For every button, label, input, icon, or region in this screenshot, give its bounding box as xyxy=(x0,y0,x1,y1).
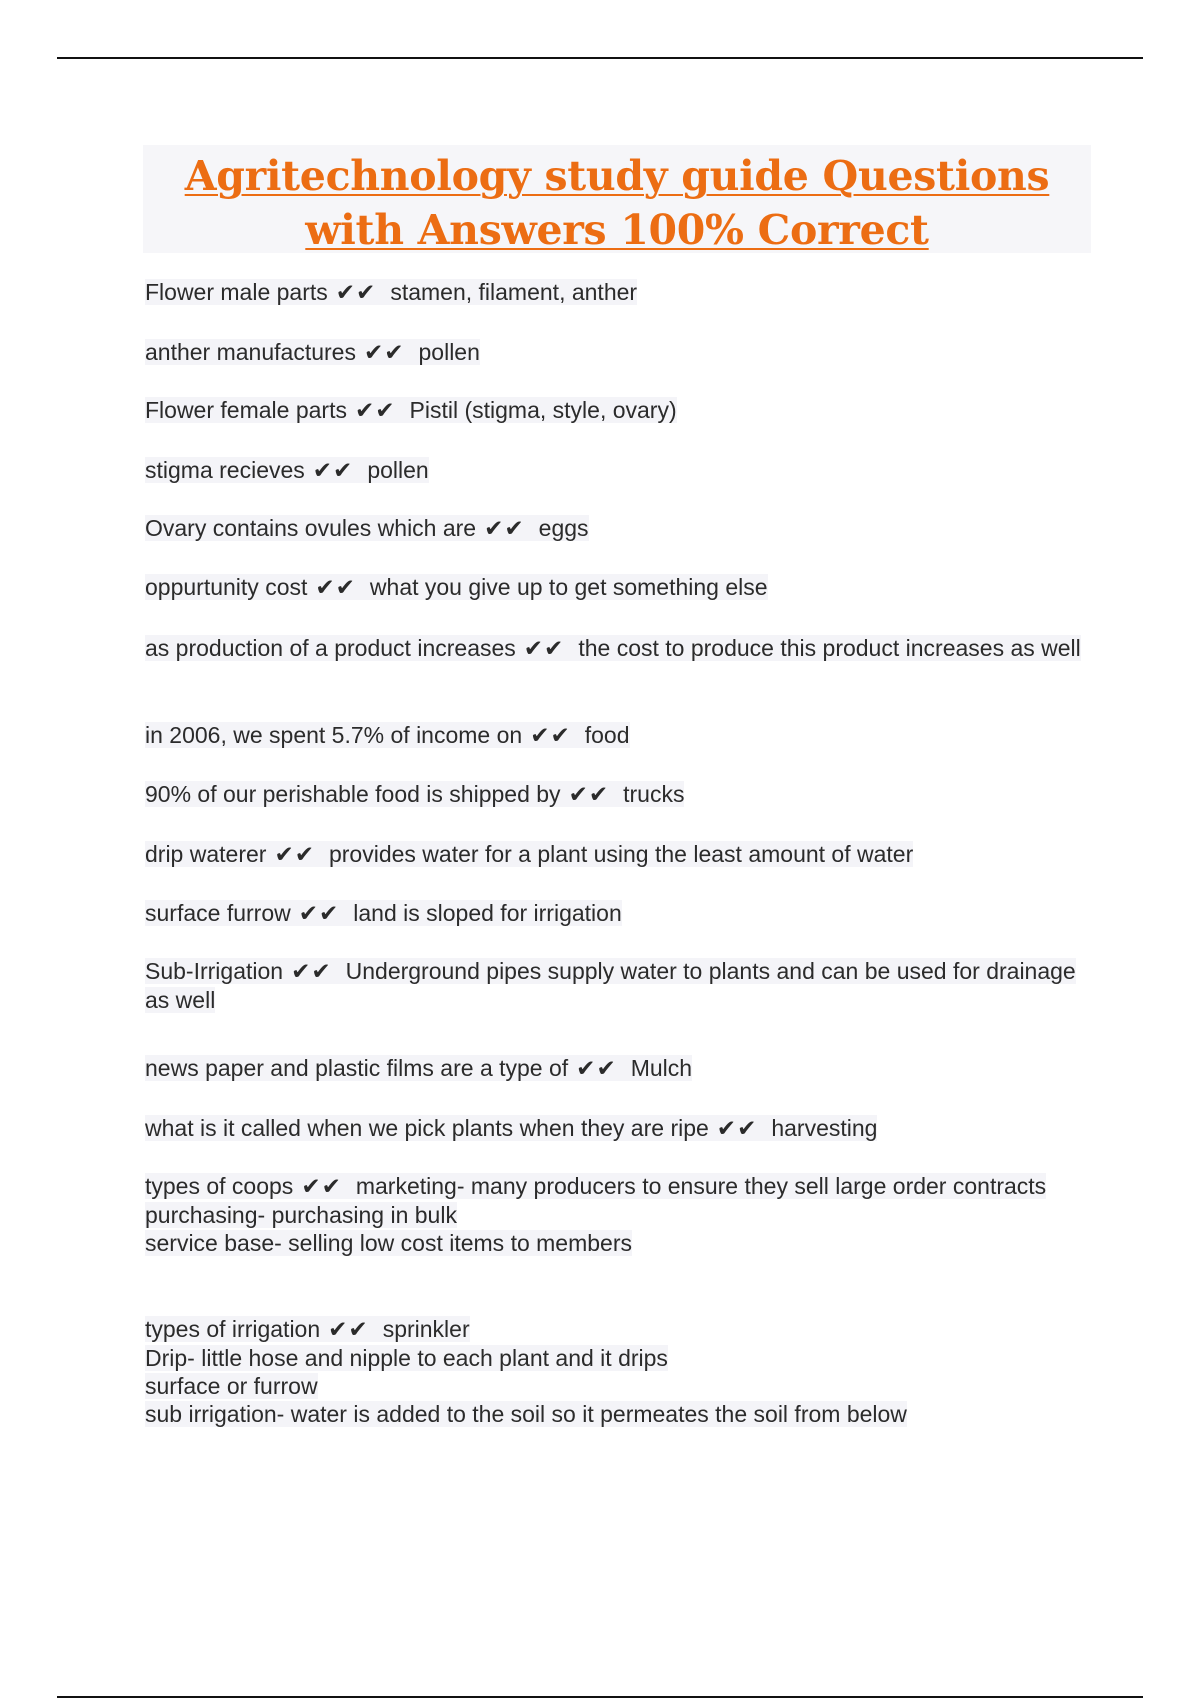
qa-item xyxy=(145,780,1095,809)
qa-line xyxy=(145,1115,877,1141)
double-check-icon: ✔✔ xyxy=(716,1115,758,1141)
qa-line xyxy=(145,1173,1046,1199)
qa-line xyxy=(145,781,684,807)
answer-continuation xyxy=(145,1229,1095,1257)
double-check-icon: ✔✔ xyxy=(363,339,405,365)
qa-item xyxy=(145,957,1095,1015)
question-text: anther manufactures xyxy=(145,339,356,365)
double-check-icon: ✔✔ xyxy=(274,841,315,867)
qa-line xyxy=(145,900,622,926)
qa-item xyxy=(145,396,1095,425)
qa-item xyxy=(145,1054,1095,1083)
qa-item xyxy=(145,1315,1095,1428)
bottom-rule xyxy=(57,1696,1143,1698)
qa-item xyxy=(145,573,1095,602)
qa-line xyxy=(145,515,589,541)
answer-text: provides water for a plant using the least amount of water xyxy=(328,841,914,867)
question-text: types of coops xyxy=(145,1173,294,1199)
question-text: oppurtunity cost xyxy=(145,574,308,600)
answer-continuation-text: service base- selling low cost items to members xyxy=(145,1230,632,1256)
qa-item xyxy=(145,514,1095,543)
qa-item xyxy=(145,278,1095,307)
page-title: Agritechnology study guide Questions with Answers 100% Correct xyxy=(184,152,1050,254)
answer-text: pollen xyxy=(418,339,480,365)
qa-item xyxy=(145,721,1095,750)
answer-text: sprinkler xyxy=(382,1316,470,1342)
double-check-icon: ✔✔ xyxy=(312,457,354,483)
answer-text: marketing- many producers to ensure they sell large order contracts xyxy=(355,1173,1047,1199)
answer-continuation xyxy=(145,1344,1095,1372)
qa-line xyxy=(145,958,1076,1013)
answer-text: stamen, filament, anther xyxy=(390,279,638,305)
answer-continuation-text: sub irrigation- water is added to the soil so it permeates the soil from below xyxy=(145,1401,907,1427)
double-check-icon: ✔✔ xyxy=(523,635,565,661)
qa-item xyxy=(145,634,1095,663)
double-check-icon: ✔✔ xyxy=(315,574,356,600)
qa-item xyxy=(145,456,1095,485)
answer-text: Pistil (stigma, style, ovary) xyxy=(409,397,677,423)
answer-continuation xyxy=(145,1201,1095,1229)
qa-line xyxy=(145,397,677,423)
qa-line xyxy=(145,722,630,748)
double-check-icon: ✔✔ xyxy=(328,1316,369,1342)
answer-text: harvesting xyxy=(771,1115,878,1141)
qa-line xyxy=(145,279,637,305)
top-rule xyxy=(57,57,1143,59)
qa-line xyxy=(145,1055,692,1081)
question-text: in 2006, we spent 5.7% of income on xyxy=(145,722,523,748)
qa-item xyxy=(145,899,1095,928)
answer-text: food xyxy=(584,722,630,748)
answer-text: what you give up to get something else xyxy=(369,574,768,600)
question-text: Ovary contains ovules which are xyxy=(145,515,477,541)
answer-text: eggs xyxy=(538,515,589,541)
qa-line xyxy=(145,339,480,365)
answer-text: the cost to produce this product increases as well xyxy=(578,635,1081,661)
qa-line xyxy=(145,574,768,600)
question-text: Flower female parts xyxy=(145,397,347,423)
qa-item xyxy=(145,1172,1095,1257)
question-text: Flower male parts xyxy=(145,279,328,305)
double-check-icon: ✔✔ xyxy=(291,958,332,984)
answer-continuation-text: Drip- little hose and nipple to each plant and it drips xyxy=(145,1345,668,1371)
double-check-icon: ✔✔ xyxy=(576,1055,617,1081)
question-text: as production of a product increases xyxy=(145,635,516,661)
question-text: 90% of our perishable food is shipped by xyxy=(145,781,561,807)
double-check-icon: ✔✔ xyxy=(568,781,610,807)
answer-continuation-text: surface or furrow xyxy=(145,1373,318,1399)
qa-line xyxy=(145,841,913,867)
question-text: surface furrow xyxy=(145,900,291,926)
answer-text: pollen xyxy=(367,457,429,483)
qa-item xyxy=(145,840,1095,869)
title-block xyxy=(143,145,1091,253)
question-text: Sub-Irrigation xyxy=(145,958,284,984)
qa-line xyxy=(145,457,429,483)
qa-item xyxy=(145,1114,1095,1143)
answer-text: Mulch xyxy=(630,1055,693,1081)
question-text: drip waterer xyxy=(145,841,267,867)
double-check-icon: ✔✔ xyxy=(354,397,396,423)
answer-continuation-text: purchasing- purchasing in bulk xyxy=(145,1202,457,1228)
answer-continuation xyxy=(145,1400,1095,1428)
double-check-icon: ✔✔ xyxy=(298,900,340,926)
double-check-icon: ✔✔ xyxy=(335,279,377,305)
double-check-icon: ✔✔ xyxy=(301,1173,342,1199)
qa-line xyxy=(145,635,1081,661)
double-check-icon: ✔✔ xyxy=(484,515,525,541)
answer-continuation xyxy=(145,1372,1095,1400)
double-check-icon: ✔✔ xyxy=(530,722,571,748)
answer-text: trucks xyxy=(623,781,685,807)
qa-item xyxy=(145,338,1095,367)
qa-line xyxy=(145,1316,470,1342)
question-text: news paper and plastic films are a type of xyxy=(145,1055,569,1081)
answer-text: Underground pipes supply water to plants and can be used for drainage as well xyxy=(145,958,1076,1013)
question-text: types of irrigation xyxy=(145,1316,321,1342)
question-text: stigma recieves xyxy=(145,457,305,483)
answer-text: land is sloped for irrigation xyxy=(353,900,622,926)
question-text: what is it called when we pick plants when they are ripe xyxy=(145,1115,709,1141)
